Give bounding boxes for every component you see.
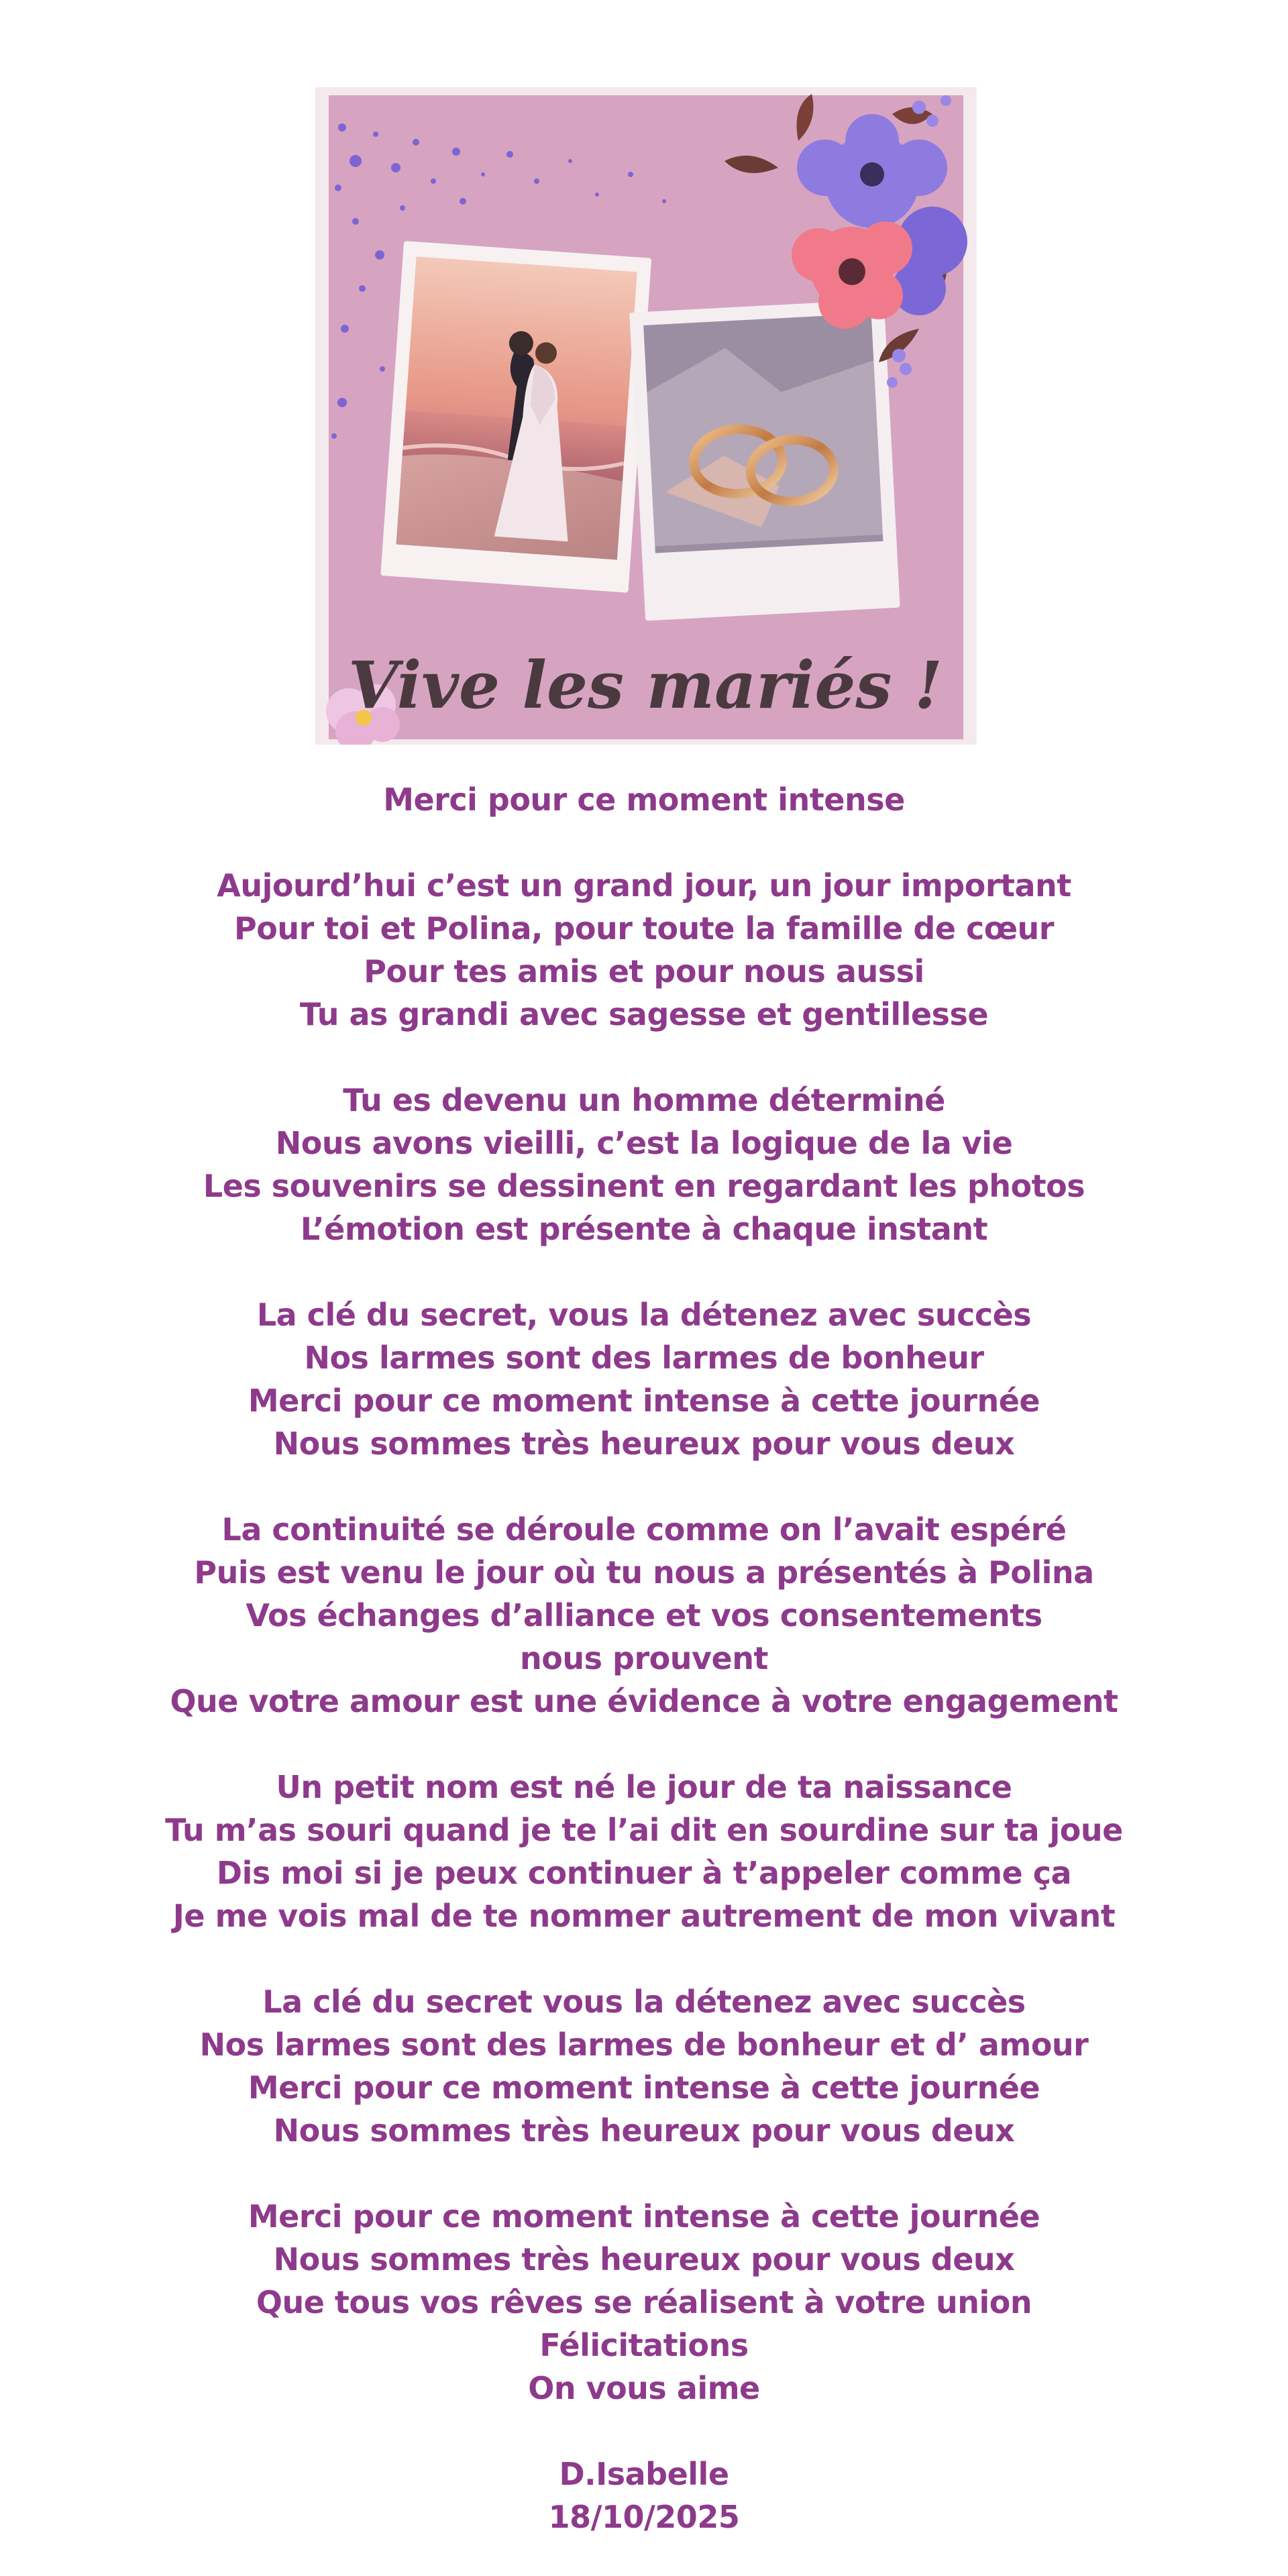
photo-couple-polaroid [380, 241, 651, 593]
poem-line: La clé du secret, vous la détenez avec succès [256, 1297, 1032, 1333]
poem-line: Tu as grandi avec sagesse et gentillesse [299, 996, 989, 1032]
stanza-6 [0, 1980, 1288, 2152]
poem-line: Les souvenirs se dessinent en regardant les photos [203, 1168, 1085, 1204]
poem-title: Merci pour ce moment intense [383, 782, 905, 818]
poem-line: Merci pour ce moment intense à cette journée [248, 1383, 1040, 1419]
poem-line: Tu es devenu un homme déterminé [343, 1082, 945, 1118]
stanza-4 [0, 1508, 1288, 1723]
poem-line: La continuité se déroule comme on l’avait espéré [221, 1511, 1067, 1548]
stanza-7 [0, 2195, 1288, 2410]
poem-line: Pour tes amis et pour nous aussi [364, 953, 924, 989]
poem-line: L’émotion est présente à chaque instant [300, 1211, 988, 1247]
poem-line: Pour toi et Polina, pour toute la famille de cœur [234, 910, 1054, 947]
signature-block [0, 2453, 1288, 2538]
poem-line: Nous avons vieilli, c’est la logique de la vie [275, 1125, 1013, 1161]
date: 18/10/2025 [548, 2499, 740, 2535]
stanza-2 [0, 1079, 1288, 1250]
poem-line: Tu m’as souri quand je te l’ai dit en sourdine sur ta joue [165, 1812, 1123, 1848]
poem-line: Nous sommes très heureux pour vous deux [273, 2112, 1015, 2149]
poem-line: La clé du secret vous la détenez avec succès [262, 1984, 1026, 2020]
poem-line: Dis moi si je peux continuer à t’appeler comme ça [216, 1855, 1072, 1891]
stanza-3 [0, 1293, 1288, 1465]
wedding-card [315, 87, 977, 745]
photo-rings-polaroid [629, 299, 900, 621]
poem-line: Nos larmes sont des larmes de bonheur et d’ amour [199, 2027, 1089, 2063]
poem-line: Félicitations [539, 2327, 749, 2363]
poem-line: Puis est venu le jour où tu nous a présentés à Polina [194, 1554, 1094, 1591]
poem-line: Nous sommes très heureux pour vous deux [273, 1426, 1015, 1462]
poem-line: Merci pour ce moment intense à cette journée [248, 2198, 1040, 2235]
wedding-card-illustration [315, 87, 977, 745]
poem-line: Aujourd’hui c’est un grand jour, un jour important [217, 867, 1071, 904]
poem-line: Merci pour ce moment intense à cette journée [248, 2070, 1040, 2106]
poem-line: Vos échanges d’alliance et vos consentements nous prouvent [246, 1597, 1042, 1676]
poem-line: On vous aime [528, 2370, 760, 2406]
poem [0, 778, 1288, 2576]
poem-line: Nous sommes très heureux pour vous deux [273, 2241, 1015, 2277]
stanza-5 [0, 1766, 1288, 1937]
stanza-1 [0, 864, 1288, 1036]
poem-line: Que votre amour est une évidence à votre engagement [170, 1683, 1118, 1719]
poem-line: Un petit nom est né le jour de ta naissance [276, 1769, 1012, 1805]
poem-line: Nos larmes sont des larmes de bonheur [304, 1340, 984, 1376]
card-caption: Vive les mariés ! [347, 647, 943, 723]
poem-line: Je me vois mal de te nommer autrement de mon vivant [172, 1898, 1116, 1934]
poem-line: Que tous vos rêves se réalisent à votre union [256, 2284, 1032, 2320]
signature: D.Isabelle [559, 2456, 729, 2492]
